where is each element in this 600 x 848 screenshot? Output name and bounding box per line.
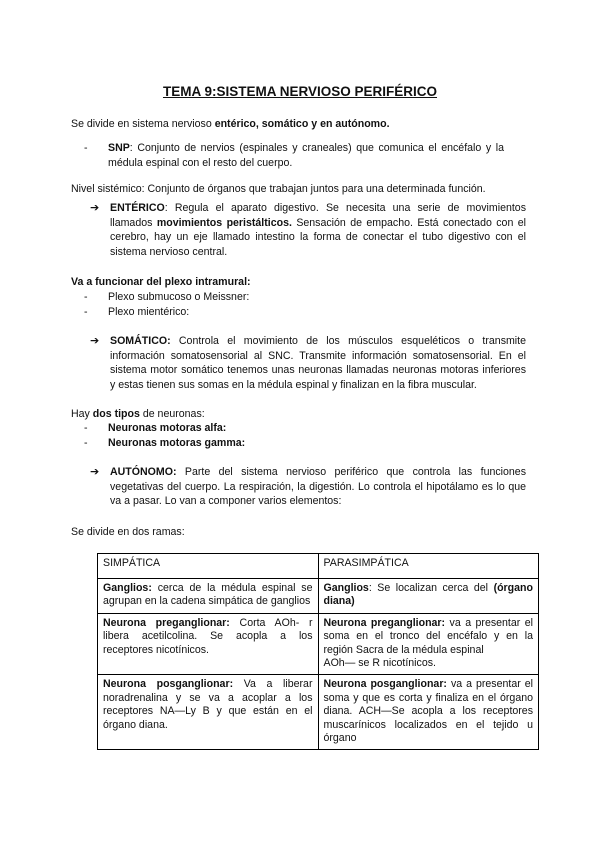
cell-pre-simpatica: Neurona preganglionar: Corta AOh- r libera acetilcolina. Se acopla a los receptores nicotínicos. xyxy=(98,613,319,675)
comparison-table xyxy=(97,553,539,750)
arrow-icon: ➔ xyxy=(90,335,100,347)
tipos-item: - Neuronas motoras alfa: xyxy=(84,422,227,434)
header-simpatica: SIMPÁTICA xyxy=(98,554,319,579)
autonomo-section: ➔ AUTÓNOMO: Parte del sistema nervioso periférico que controla las funciones vegetativas del cuerpo. La respiración, la digestión. Lo controla el hipotálamo es lo que va a pasar. Lo van a componer varios elementos: xyxy=(90,466,526,507)
page-title: TEMA 9:SISTEMA NERVIOSO PERIFÉRICO xyxy=(162,84,438,99)
table-row xyxy=(98,579,539,614)
arrow-icon: ➔ xyxy=(90,466,100,478)
nivel-paragraph: Nivel sistémico: Conjunto de órganos que trabajan juntos para una determinada función. xyxy=(71,183,486,195)
arrow-icon: ➔ xyxy=(90,202,100,214)
tipos-item: - Neuronas motoras gamma: xyxy=(84,437,246,449)
cell-ganglios-simpatica: Ganglios: cerca de la médula espinal se agrupan en la cadena simpática de ganglios xyxy=(98,579,319,614)
intro-paragraph: Se divide en sistema nervioso entérico, somático y en autónomo. xyxy=(71,118,390,130)
header-parasimpatica: PARASIMPÁTICA xyxy=(318,554,539,579)
enterico-section: ➔ ENTÉRICO: Regula el aparato digestivo. Se necesita una serie de movimientos llamados movimientos peristálticos. Sensación de empacho. Está conectado con el cerebro, hay un eje llamado intestino la forma de conectar el tubo digestivo con el sistema nervioso central. xyxy=(90,202,526,258)
cell-pre-parasimpatica: Neurona preganglionar: va a presentar el soma en el tronco del encéfalo y en la región Sacra de la médula espinal AOh— se R nicotínicos. xyxy=(318,613,539,675)
dash-bullet: - xyxy=(84,142,88,154)
plexo-heading: Va a funcionar del plexo intramural: xyxy=(71,276,251,288)
dash-bullet: - xyxy=(84,437,88,449)
dash-bullet: - xyxy=(84,291,88,303)
dash-bullet: - xyxy=(84,306,88,318)
table-row xyxy=(98,613,539,675)
table-row xyxy=(98,675,539,750)
somatico-section: ➔ SOMÁTICO: Controla el movimiento de los músculos esqueléticos o transmite información somatosensorial al SNC. Transmite información somatosensorial. En el sistema motor somático tenemos unas neuronas llamadas neuronas motoras inferiores y estas tienen sus somas en la médula espinal y finalizan en la fibra muscular. xyxy=(90,335,526,391)
ramas-paragraph: Se divide en dos ramas: xyxy=(71,526,185,538)
cell-pos-parasimpatica: Neurona posganglionar: va a presentar el soma y que es corta y finaliza en el órgano diana. ACH—Se acopla a los receptores muscarínicos localizados en el tejido u órgano xyxy=(318,675,539,750)
dash-bullet: - xyxy=(84,422,88,434)
table-header-row xyxy=(98,554,539,579)
tipos-paragraph: Hay dos tipos de neuronas: xyxy=(71,408,205,420)
cell-pos-simpatica: Neurona posganglionar: Va a liberar noradrenalina y se va a acoplar a los receptores NA—Ly B y que están en el órgano diana. xyxy=(98,675,319,750)
plexo-item: - Plexo submucoso o Meissner: xyxy=(84,291,250,303)
snp-bullet: - SNP: Conjunto de nervios (espinales y craneales) que comunica el encéfalo y la médula espinal con el resto del cuerpo. xyxy=(84,142,504,169)
plexo-item: - Plexo mientérico: xyxy=(84,306,190,318)
cell-ganglios-parasimpatica: Ganglios: Se localizan cerca del (órgano diana) xyxy=(318,579,539,614)
